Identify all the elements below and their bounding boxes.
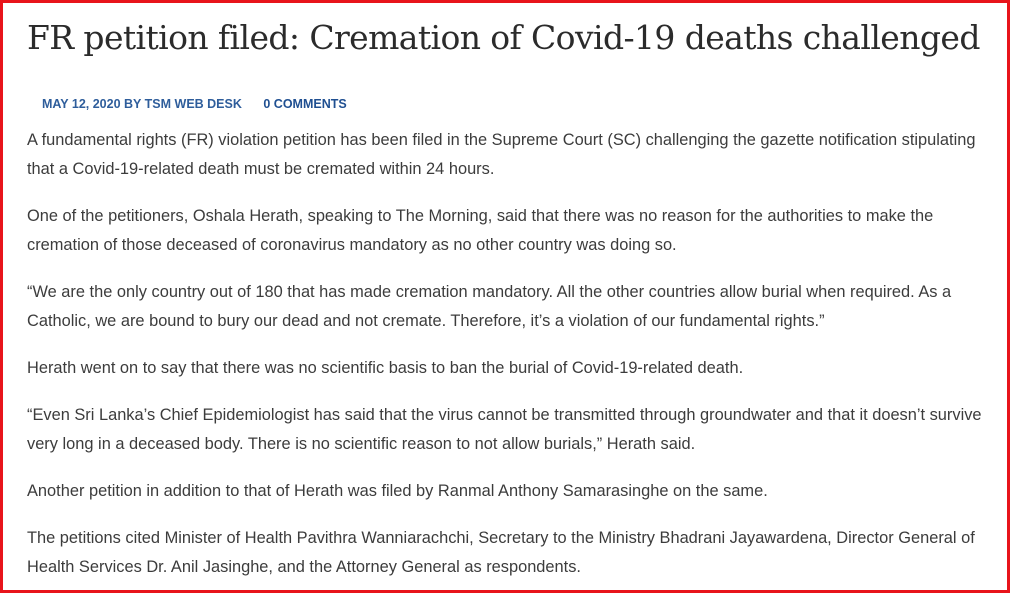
article-meta	[42, 97, 347, 111]
byline-label: BY	[124, 97, 142, 111]
article-body	[27, 126, 1005, 593]
paragraph-7: The petitions cited Minister of Health Pavithra Wanniarachchi, Secretary to the Ministry Bhadrani Jayawardena, Director General of Health Services Dr. Anil Jasinghe, and the Attorney General as respondents.	[27, 529, 975, 576]
publish-date-link[interactable]: MAY 12, 2020	[42, 97, 121, 111]
paragraph-2: One of the petitioners, Oshala Herath, speaking to The Morning, said that there was no reason for the authorities to make the cremation of those deceased of coronavirus mandatory as no other country was doing so.	[27, 207, 934, 254]
paragraph-6: Another petition in addition to that of Herath was filed by Ranmal Anthony Samarasinghe on the same.	[27, 482, 768, 500]
paragraph-5: “Even Sri Lanka’s Chief Epidemiologist has said that the virus cannot be transmitted through groundwater and that it doesn’t survive very long in a deceased body. There is no scientific reason to not allow burials,” Herath said.	[27, 406, 982, 453]
article-title: FR petition filed: Cremation of Covid-19 deaths challenged	[27, 18, 980, 57]
comments-link[interactable]: 0 COMMENTS	[263, 97, 347, 111]
paragraph-4: Herath went on to say that there was no scientific basis to ban the burial of Covid-19-related death.	[27, 359, 744, 377]
paragraph-1: A fundamental rights (FR) violation petition has been filed in the Supreme Court (SC) challenging the gazette notification stipulating that a Covid-19-related death must be cremated within 24 hours.	[27, 131, 976, 178]
author-link[interactable]: TSM WEB DESK	[144, 97, 242, 111]
paragraph-3: “We are the only country out of 180 that has made cremation mandatory. All the other countries allow burial when required. As a Catholic, we are bound to bury our dead and not cremate. Therefore, it’s a violation of our fundamental rights.”	[27, 283, 952, 330]
